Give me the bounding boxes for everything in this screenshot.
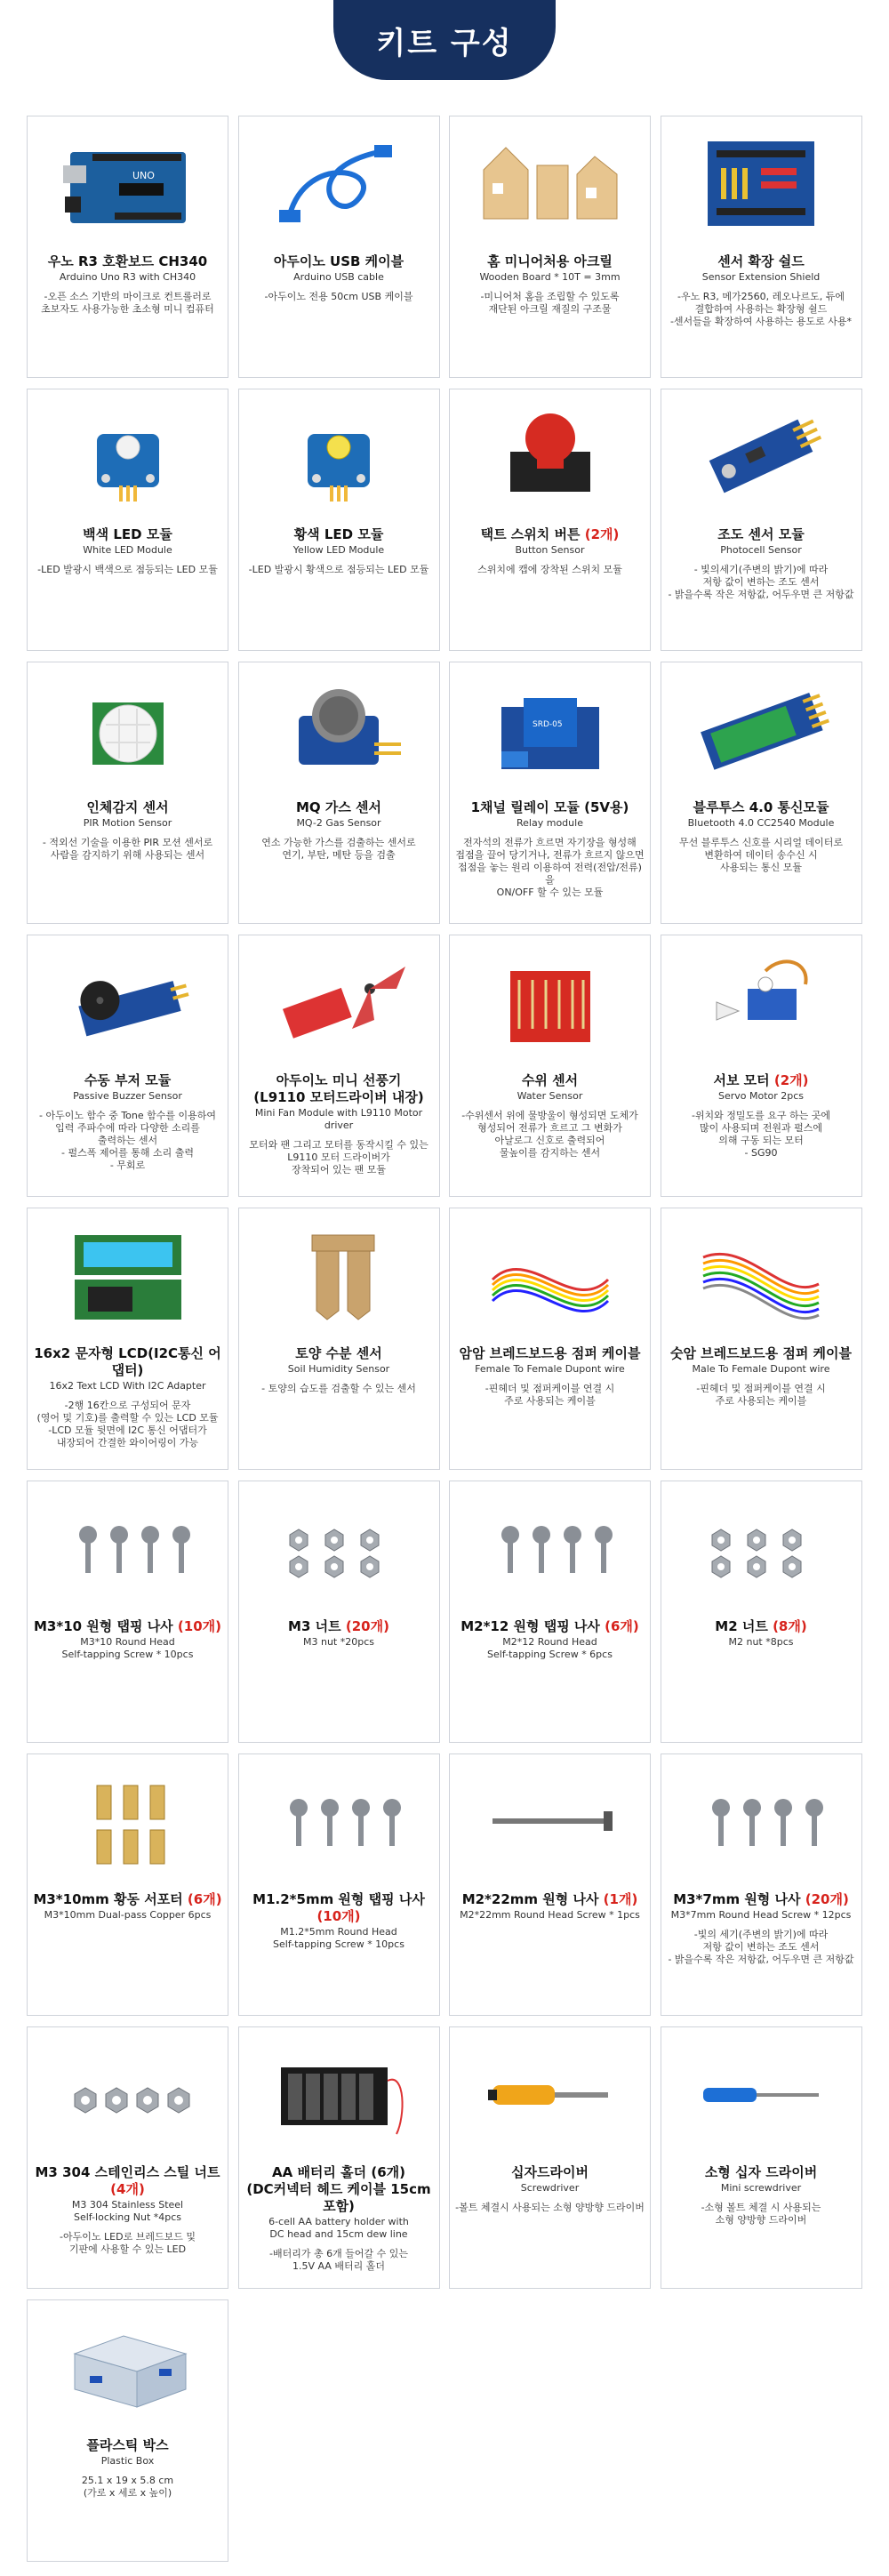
arduino-board-icon: [28, 116, 228, 250]
kit-item-text: [244, 253, 434, 303]
kit-item-text: [455, 1072, 645, 1160]
kit-item-description: 모터와 팬 그리고 모터를 동작시킬 수 있는 L9110 모터 드라이버가 장착되어 있는 팬 모듈: [249, 1139, 428, 1176]
kit-item-subtitle: Relay module: [517, 817, 583, 829]
kit-item-card: [238, 116, 440, 378]
kit-item-name-text: 십자드라이버: [511, 2164, 589, 2180]
kit-item-subtitle: M3*10 Round Head Self-tapping Screw * 10pcs: [61, 1636, 194, 1660]
kit-item-name: [33, 1891, 222, 1908]
kit-item-subtitle: White LED Module: [83, 544, 172, 556]
kit-item-name-text: 플라스틱 박스: [86, 2437, 169, 2453]
kit-item-text: [455, 1345, 645, 1408]
kit-item-text: [667, 1345, 856, 1408]
kit-item-name: [667, 1072, 856, 1089]
kit-item-description: -핀헤더 및 점퍼케이블 연결 시 주로 사용되는 케이블: [485, 1383, 615, 1407]
kit-item-name: [244, 253, 434, 270]
kit-item-name-text: 토양 수분 센서: [295, 1345, 382, 1361]
buzzer-icon: [28, 935, 228, 1069]
kit-item-description: -우노 R3, 메가2560, 레오나르도, 듀에 결합하여 사용하는 확장형 쉴드 -센서들을 확장하여 사용하는 용도로 사용*: [669, 291, 853, 327]
kit-item-description: - 빛의세기(주변의 밝기)에 따라 저항 값이 변하는 조도 센서 - 밝을수록 작은 저항값, 어두우면 큰 저항값: [668, 564, 854, 600]
kit-item-description: 전자석의 전류가 흐르면 자기장을 형성해 접점을 끌어 당기거나, 전류가 흐르지 않으면 접점을 놓는 원리 이용하여 전력(전압/전류)을 ON/OFF 할 수 있는 모듈: [455, 837, 645, 898]
kit-item-qty: (10개): [316, 1908, 361, 1924]
kit-item-subtitle: M2*12 Round Head Self-tapping Screw * 6pcs: [487, 1636, 613, 1660]
screwdriver-icon: [450, 2027, 650, 2161]
kit-item-name: [33, 1072, 222, 1089]
kit-item-name-text: 센서 확장 쉴드: [717, 253, 805, 269]
kit-item-qty: (4개): [110, 2181, 145, 2197]
kit-item-subtitle: M3*10mm Dual-pass Copper 6pcs: [44, 1909, 212, 1921]
kit-item-description: -미니어처 홈을 조립할 수 있도록 재단된 아크릴 재질의 구조물: [480, 291, 620, 315]
kit-item-name-text: 숫암 브레드보드용 점퍼 케이블: [669, 1345, 853, 1361]
kit-item-subtitle: Mini screwdriver: [720, 2182, 802, 2194]
kit-item-text: [33, 2164, 222, 2256]
kit-item-card: [238, 1208, 440, 1470]
kit-item-name-text: M3*7mm 원형 나사: [673, 1891, 801, 1907]
kit-item-card: [238, 1753, 440, 2016]
kit-item-name-text: 수위 센서: [521, 1072, 579, 1088]
gas-sensor-icon: [239, 662, 439, 796]
button-sensor-icon: [450, 389, 650, 523]
photocell-sensor-icon: [661, 389, 861, 523]
soil-sensor-icon: [239, 1208, 439, 1342]
kit-item-description: -핀헤더 및 점퍼케이블 연결 시 주로 사용되는 케이블: [696, 1383, 826, 1407]
kit-item-name: [455, 2164, 645, 2181]
kit-item-text: [244, 526, 434, 576]
kit-item-card: [27, 116, 228, 378]
kit-item-text: [33, 2437, 222, 2500]
kit-item-card: [238, 662, 440, 924]
kit-item-text: [667, 799, 856, 874]
kit-item-card: [449, 1753, 651, 2016]
kit-item-text: [244, 799, 434, 862]
kit-item-name-text: MQ 가스 센서: [295, 799, 382, 815]
kit-item-name: [33, 253, 222, 270]
kit-item-text: [244, 1072, 434, 1176]
kit-item-name: [33, 2437, 222, 2454]
kit-item-name: [244, 1618, 434, 1635]
kit-item-subtitle: M1.2*5mm Round Head Self-tapping Screw * 10pcs: [273, 1926, 404, 1950]
kit-item-description: -아두이노 전용 50cm USB 케이블: [264, 291, 413, 302]
kit-item-card: [661, 1753, 862, 2016]
kit-item-text: [244, 1891, 434, 1951]
kit-item-card: [449, 1481, 651, 1743]
kit-item-description: -아두이노 LED로 브레드보드 및 기판에 사용할 수 있는 LED: [60, 2231, 196, 2255]
kit-item-subtitle: Female To Female Dupont wire: [475, 1363, 625, 1375]
kit-item-card: [27, 662, 228, 924]
kit-item-name-text: M1.2*5mm 원형 탭핑 나사: [252, 1891, 425, 1907]
kit-item-text: [33, 526, 222, 576]
kit-item-name: [33, 1345, 222, 1379]
kit-item-qty: (2개): [773, 1072, 809, 1088]
page-title: 키트 구성: [376, 25, 513, 61]
kit-item-name: [455, 1345, 645, 1362]
kit-item-name: [244, 1072, 434, 1106]
kit-item-card: [449, 389, 651, 651]
kit-item-name-text: M2 너트: [715, 1618, 768, 1634]
svg-text:SRD-05: SRD-05: [532, 720, 563, 729]
nut-icon: [239, 1481, 439, 1615]
lcd-icon: [28, 1208, 228, 1342]
kit-item-description: -소형 볼트 체결 시 사용되는 소형 양방향 드라이버: [701, 2202, 821, 2226]
kit-item-name: [244, 1891, 434, 1925]
kit-item-name: [33, 799, 222, 816]
kit-item-subtitle: M3 304 Stainless Steel Self-locking Nut *4pcs: [71, 2199, 184, 2223]
kit-item-description: -위치와 정밀도를 요구 하는 곳에 많이 사용되며 전원과 펄스에 의해 구동 되는 모터 - SG90: [691, 1110, 831, 1159]
kit-item-description: 25.1 x 19 x 5.8 cm (가로 x 세로 x 높이): [81, 2475, 174, 2499]
kit-item-name: [455, 253, 645, 270]
kit-item-name-text: 소형 십자 드라이버: [704, 2164, 818, 2180]
screw-icon: [28, 1481, 228, 1615]
kit-item-text: [667, 2164, 856, 2227]
kit-item-name: [244, 2164, 434, 2215]
kit-item-name-text: 인체감지 센서: [86, 799, 169, 815]
kit-item-subtitle: M2 nut *8pcs: [728, 1636, 794, 1648]
kit-item-card: [661, 1481, 862, 1743]
kit-item-text: [455, 526, 645, 576]
kit-item-card: [27, 2299, 228, 2562]
kit-item-text: [667, 253, 856, 328]
mf-wire-icon: [661, 1208, 861, 1342]
kit-item-name: [667, 1618, 856, 1635]
kit-item-subtitle: Water Sensor: [517, 1090, 583, 1102]
kit-item-name-text: 백색 LED 모듈: [83, 526, 172, 542]
kit-item-name: [667, 1345, 856, 1362]
kit-item-subtitle: M3 nut *20pcs: [303, 1636, 374, 1648]
nut-icon: [661, 1481, 861, 1615]
kit-item-description: -수위센서 위에 물방울이 형성되면 도체가 형성되어 전류가 흐르고 그 변화가 아날로그 신호로 출력되어 물높이를 감지하는 센서: [461, 1110, 638, 1159]
kit-item-qty: (6개): [605, 1618, 639, 1634]
kit-item-subtitle: Sensor Extension Shield: [701, 271, 821, 283]
kit-item-text: [33, 1072, 222, 1172]
kit-item-card: [661, 935, 862, 1197]
kit-item-subtitle: Wooden Board * 10T = 3mm: [479, 271, 621, 283]
kit-item-name: [244, 799, 434, 816]
kit-item-name: [33, 526, 222, 543]
kit-item-name-text: M3*10 원형 탭핑 나사: [33, 1618, 173, 1634]
kit-item-name: [667, 526, 856, 543]
water-sensor-icon: [450, 935, 650, 1069]
kit-item-text: [244, 2164, 434, 2273]
kit-item-card: [27, 935, 228, 1197]
kit-item-subtitle: Yellow LED Module: [292, 544, 385, 556]
kit-item-name: [455, 526, 645, 543]
kit-item-subtitle: Plastic Box: [100, 2455, 155, 2467]
kit-item-subtitle: M2*22mm Round Head Screw * 1pcs: [460, 1909, 640, 1921]
kit-item-qty: (20개): [805, 1891, 849, 1907]
mini-screwdriver-icon: [661, 2027, 861, 2161]
kit-item-name-text: 블루투스 4.0 통신모듈: [693, 799, 829, 815]
kit-item-qty: (8개): [773, 1618, 807, 1634]
kit-item-subtitle: Screwdriver: [520, 2182, 580, 2194]
kit-item-subtitle: Photocell Sensor: [720, 544, 802, 556]
steel-nut-icon: [28, 2027, 228, 2161]
kit-item-name-text: 택트 스위치 버튼: [480, 526, 581, 542]
kit-item-description: -LED 발광시 황색으로 점등되는 LED 모듈: [248, 564, 429, 575]
kit-item-text: [455, 1618, 645, 1661]
kit-item-card: [661, 1208, 862, 1470]
kit-item-text: [33, 1618, 222, 1661]
kit-item-card: [27, 1481, 228, 1743]
kit-item-card: [238, 1481, 440, 1743]
pir-sensor-icon: [28, 662, 228, 796]
long-screw-icon: [450, 1754, 650, 1888]
mini-fan-icon: [239, 935, 439, 1069]
bluetooth-module-icon: [661, 662, 861, 796]
kit-item-name-text: 우노 R3 호환보드 CH340: [47, 253, 208, 269]
kit-item-qty: (6개): [187, 1891, 222, 1907]
yellow-led-module-icon: [239, 389, 439, 523]
kit-item-card: [661, 662, 862, 924]
kit-item-name: [667, 253, 856, 270]
kit-item-name-text: AA 배터리 홀더 (6개) (DC커넥터 헤드 케이블 15cm 포함): [246, 2164, 431, 2214]
kit-item-qty: (20개): [345, 1618, 389, 1634]
wooden-board-icon: [450, 116, 650, 250]
kit-item-name: [33, 1618, 222, 1635]
kit-item-description: -오픈 소스 기반의 마이크로 컨트롤러로 초보자도 사용가능한 초소형 미니 컴퓨터: [41, 291, 214, 315]
kit-item-card: [449, 116, 651, 378]
kit-item-description: -빛의 세기(주변의 밝기)에 따라 저항 값이 변하는 조도 센서 - 밝을수록 작은 저항값, 어두우면 큰 저항값: [668, 1929, 854, 1965]
kit-item-name-text: 황색 LED 모듈: [293, 526, 384, 542]
kit-item-description: -볼트 체결시 사용되는 소형 양방향 드라이버: [455, 2202, 645, 2213]
kit-item-name-text: 수동 부저 모듈: [84, 1072, 172, 1088]
kit-item-subtitle: MQ-2 Gas Sensor: [296, 817, 381, 829]
kit-item-qty: (2개): [584, 526, 620, 542]
kit-item-name: [667, 1891, 856, 1908]
kit-item-description: 무선 블루투스 신호를 시리얼 데이터로 변환하여 데이터 송수신 시 사용되는 통신 모듈: [678, 837, 843, 873]
kit-item-name: [244, 526, 434, 543]
kit-item-card: [238, 935, 440, 1197]
kit-item-name: [455, 1618, 645, 1635]
kit-item-name: [244, 1345, 434, 1362]
kit-item-subtitle: Passive Buzzer Sensor: [73, 1090, 182, 1102]
usb-cable-icon: [239, 116, 439, 250]
kit-item-card: [238, 389, 440, 651]
kit-item-name: [455, 799, 645, 816]
kit-item-subtitle: M3*7mm Round Head Screw * 12pcs: [670, 1909, 852, 1921]
kit-item-card: [449, 1208, 651, 1470]
kit-item-text: [33, 799, 222, 862]
kit-item-text: [455, 799, 645, 899]
kit-item-text: [667, 526, 856, 601]
kit-item-name-text: M2*12 원형 탭핑 나사: [461, 1618, 600, 1634]
kit-item-name-text: 16x2 문자형 LCD(I2C통신 어댑터): [34, 1345, 221, 1378]
kit-item-name-text: M3 너트: [288, 1618, 341, 1634]
kit-item-text: [667, 1618, 856, 1649]
kit-item-name-text: 아두이노 미니 선풍기 (L9110 모터드라이버 내장): [253, 1072, 424, 1105]
kit-item-subtitle: 6-cell AA battery holder with DC head and 15cm dew line: [268, 2216, 409, 2240]
kit-item-text: [244, 1618, 434, 1649]
kit-item-description: - 아두이노 함수 중 Tone 함수를 이용하여 입력 주파수에 따라 다양한 소리를 출력하는 센서 - 펄스폭 제어를 통해 소리 출력 - 무회로: [38, 1110, 217, 1171]
kit-item-subtitle: PIR Motion Sensor: [83, 817, 172, 829]
ff-wire-icon: [450, 1208, 650, 1342]
svg-text:UNO: UNO: [132, 170, 155, 181]
battery-holder-icon: [239, 2027, 439, 2161]
kit-item-card: [661, 389, 862, 651]
kit-item-card: [661, 2026, 862, 2289]
kit-item-name-text: 암암 브레드보드용 점퍼 케이블: [459, 1345, 641, 1361]
kit-item-description: 스위치에 캡에 장착된 스위치 모듈: [477, 564, 622, 575]
kit-item-description: -2행 16칸으로 구성되어 문자 (영어 및 기호)를 출력할 수 있는 LCD 모듈 -LCD 모듈 뒷면에 I2C 통신 어댑터가 내장되어 간결한 와이어링이 가능: [36, 1400, 219, 1448]
kit-item-card: [449, 2026, 651, 2289]
kit-item-text: [455, 2164, 645, 2214]
kit-item-subtitle: Mini Fan Module with L9110 Motor driver: [254, 1107, 423, 1131]
kit-item-name: [667, 799, 856, 816]
kit-item-subtitle: Servo Motor 2pcs: [717, 1090, 805, 1102]
kit-item-name: [667, 2164, 856, 2181]
white-led-module-icon: [28, 389, 228, 523]
kit-item-name-text: 조도 센서 모듈: [717, 526, 805, 542]
screw-icon: [239, 1754, 439, 1888]
kit-item-name-text: M3 304 스테인리스 스틸 너트: [35, 2164, 220, 2180]
screw-icon: [661, 1754, 861, 1888]
kit-item-name-text: 아두이노 USB 케이블: [273, 253, 404, 269]
kit-item-card: [661, 116, 862, 378]
brass-spacer-icon: [28, 1754, 228, 1888]
kit-item-text: [244, 1345, 434, 1395]
kit-item-subtitle: Soil Humidity Sensor: [287, 1363, 390, 1375]
kit-item-card: [27, 389, 228, 651]
kit-item-subtitle: Arduino USB cable: [293, 271, 384, 283]
kit-item-subtitle: Male To Female Dupont wire: [692, 1363, 830, 1375]
servo-motor-icon: [661, 935, 861, 1069]
screw-icon: [450, 1481, 650, 1615]
kit-item-card: [449, 662, 651, 924]
kit-item-card: [27, 1208, 228, 1470]
kit-item-card: [27, 1753, 228, 2016]
kit-item-text: [33, 1891, 222, 1922]
kit-item-text: [455, 253, 645, 316]
kit-item-text: [455, 1891, 645, 1922]
kit-item-description: -LED 발광시 백색으로 점등되는 LED 모듈: [37, 564, 218, 575]
kit-item-text: [33, 253, 222, 316]
kit-item-card: [27, 2026, 228, 2289]
kit-item-card: [238, 2026, 440, 2289]
kit-item-description: -배터리가 총 6개 들어갈 수 있는 1.5V AA 배터리 홀더: [269, 2248, 408, 2272]
kit-item-text: [33, 1345, 222, 1449]
kit-item-name: [455, 1072, 645, 1089]
kit-item-description: 연소 가능한 가스를 검출하는 센서로 연기, 부탄, 메탄 등을 검출: [261, 837, 416, 861]
kit-item-name-text: 1채널 릴레이 모듈 (5V용): [470, 799, 629, 815]
relay-module-icon: [450, 662, 650, 796]
kit-item-subtitle: Bluetooth 4.0 CC2540 Module: [687, 817, 835, 829]
kit-item-text: [667, 1891, 856, 1966]
plastic-box-icon: [28, 2300, 228, 2434]
kit-item-name: [33, 2164, 222, 2198]
kit-item-name-text: M2*22mm 원형 나사: [461, 1891, 599, 1907]
kit-item-name-text: 홈 미니어처용 아크릴: [487, 253, 613, 269]
kit-item-card: [449, 935, 651, 1197]
kit-item-description: - 토양의 습도를 검출할 수 있는 센서: [261, 1383, 416, 1394]
kit-item-name: [455, 1891, 645, 1908]
kit-item-text: [667, 1072, 856, 1160]
kit-item-name-text: 서보 모터: [713, 1072, 770, 1088]
kit-item-subtitle: Arduino Uno R3 with CH340: [59, 271, 196, 283]
sensor-shield-icon: [661, 116, 861, 250]
kit-item-subtitle: 16x2 Text LCD With I2C Adapter: [49, 1380, 206, 1392]
kit-item-qty: (10개): [177, 1618, 221, 1634]
kit-item-subtitle: Button Sensor: [515, 544, 585, 556]
kit-item-description: - 적외선 기술을 이용한 PIR 모션 센서로 사람을 감지하기 위해 사용되는 센서: [42, 837, 213, 861]
kit-item-name-text: M3*10mm 황동 서포터: [33, 1891, 183, 1907]
header-tab: [333, 0, 556, 80]
kit-item-qty: (1개): [603, 1891, 638, 1907]
